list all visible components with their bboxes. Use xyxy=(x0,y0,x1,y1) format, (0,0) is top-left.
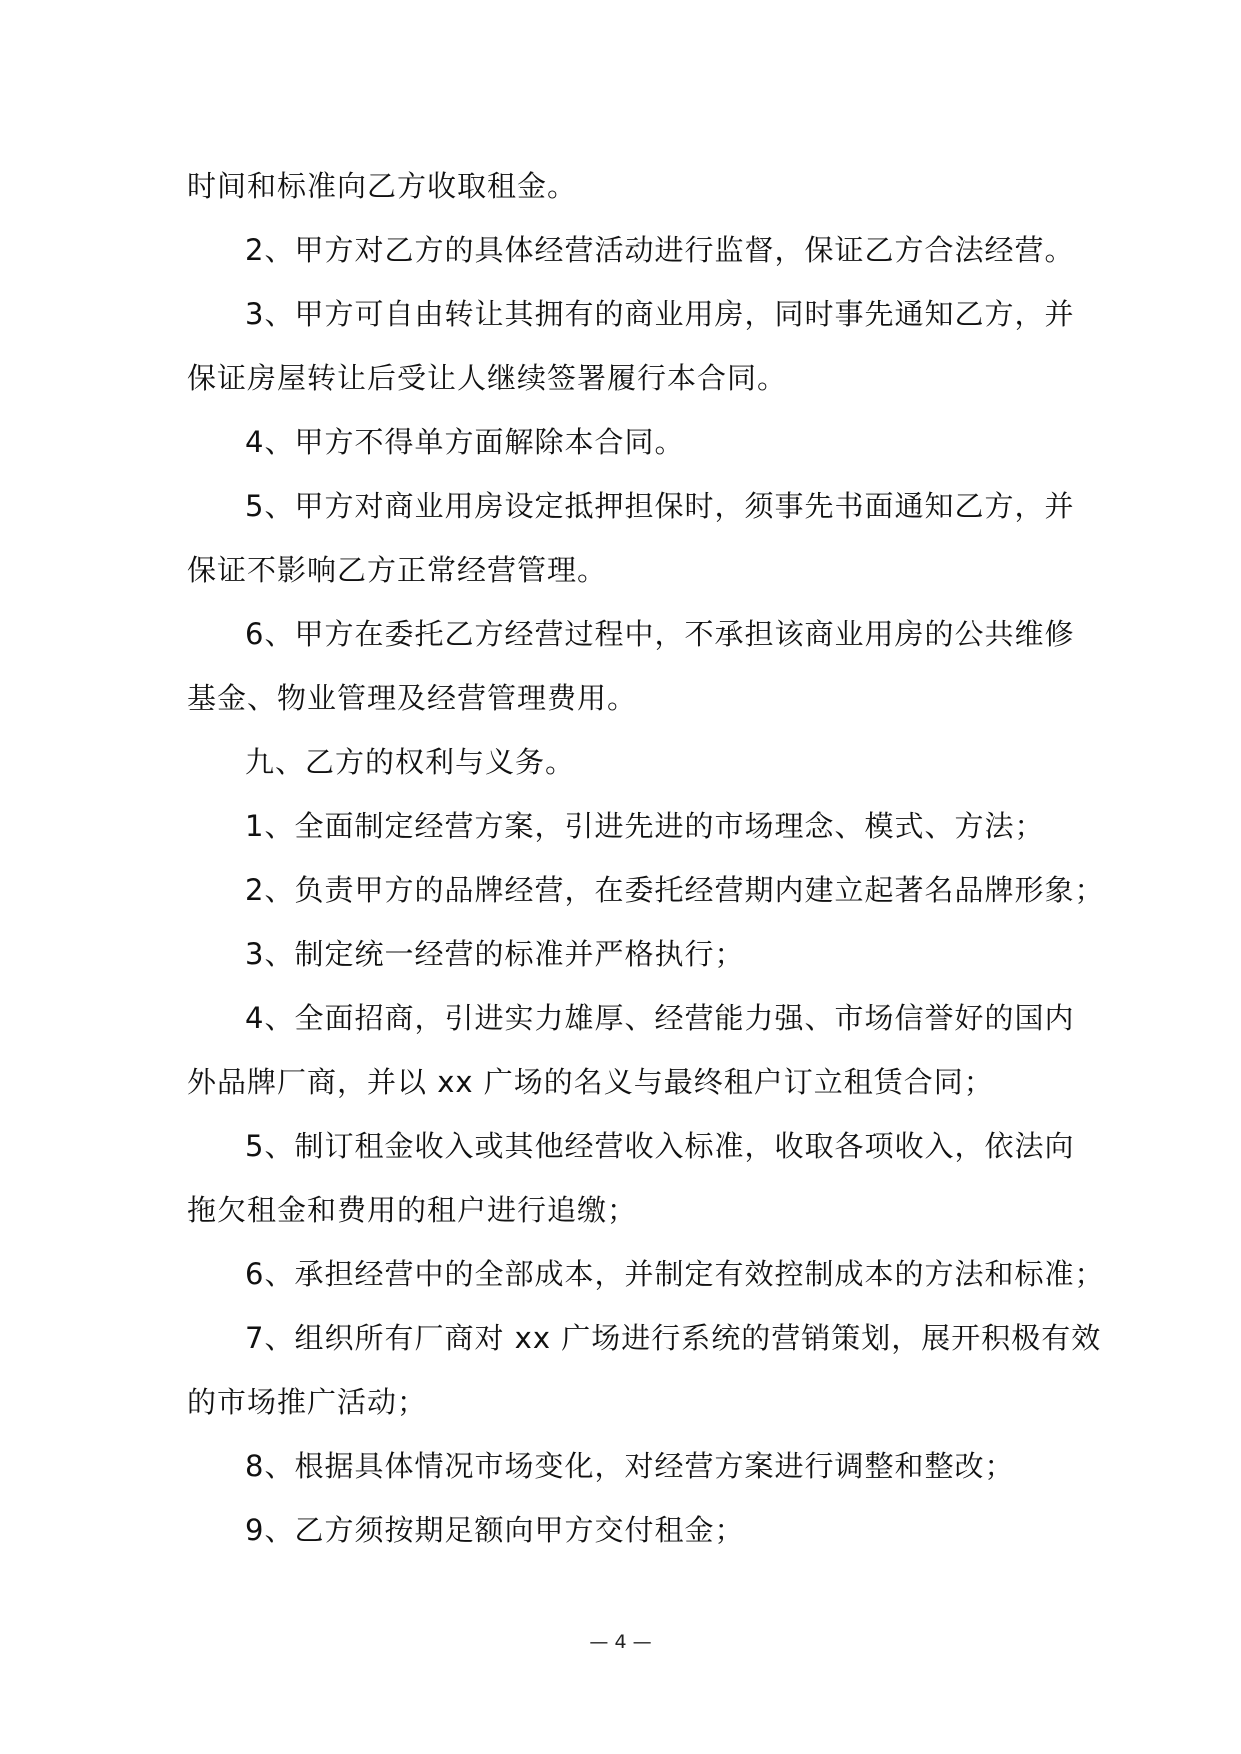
paragraph-line: 8、根据具体情况市场变化，对经营方案进行调整和整改； xyxy=(245,1449,1015,1483)
paragraph-line: 时间和标准向乙方收取租金。 xyxy=(187,169,578,203)
paragraph-line: 6、甲方在委托乙方经营过程中，不承担该商业用房的公共维修 xyxy=(245,617,1075,651)
paragraph-line: 5、制订租金收入或其他经营收入标准，收取各项收入，依法向 xyxy=(245,1129,1075,1163)
paragraph-line: 保证房屋转让后受让人继续签署履行本合同。 xyxy=(187,361,788,395)
paragraph-line: 7、组织所有厂商对 xx 广场进行系统的营销策划，展开积极有效 xyxy=(245,1321,1102,1355)
paragraph-line: 3、制定统一经营的标准并严格执行； xyxy=(245,937,745,971)
paragraph-line: 基金、物业管理及经营管理费用。 xyxy=(187,681,638,715)
paragraph-line: 外品牌厂商，并以 xx 广场的名义与最终租户订立租赁合同； xyxy=(187,1065,994,1099)
paragraph-line: 拖欠租金和费用的租户进行追缴； xyxy=(187,1193,638,1227)
paragraph-line: 4、甲方不得单方面解除本合同。 xyxy=(245,425,685,459)
section-heading: 九、乙方的权利与义务。 xyxy=(245,745,576,779)
paragraph-line: 2、甲方对乙方的具体经营活动进行监督，保证乙方合法经营。 xyxy=(245,233,1075,267)
paragraph-line: 5、甲方对商业用房设定抵押担保时，须事先书面通知乙方，并 xyxy=(245,489,1075,523)
paragraph-line: 2、负责甲方的品牌经营，在委托经营期内建立起著名品牌形象； xyxy=(245,873,1105,907)
paragraph-line: 9、乙方须按期足额向甲方交付租金； xyxy=(245,1513,745,1547)
paragraph-line: 1、全面制定经营方案，引进先进的市场理念、模式、方法； xyxy=(245,809,1045,843)
paragraph-line: 6、承担经营中的全部成本，并制定有效控制成本的方法和标准； xyxy=(245,1257,1105,1291)
page-number: — 4 — xyxy=(589,1631,652,1653)
paragraph-line: 3、甲方可自由转让其拥有的商业用房，同时事先通知乙方，并 xyxy=(245,297,1075,331)
paragraph-line: 的市场推广活动； xyxy=(187,1385,428,1419)
paragraph-line: 4、全面招商，引进实力雄厚、经营能力强、市场信誉好的国内 xyxy=(245,1001,1075,1035)
paragraph-line: 保证不影响乙方正常经营管理。 xyxy=(187,553,608,587)
